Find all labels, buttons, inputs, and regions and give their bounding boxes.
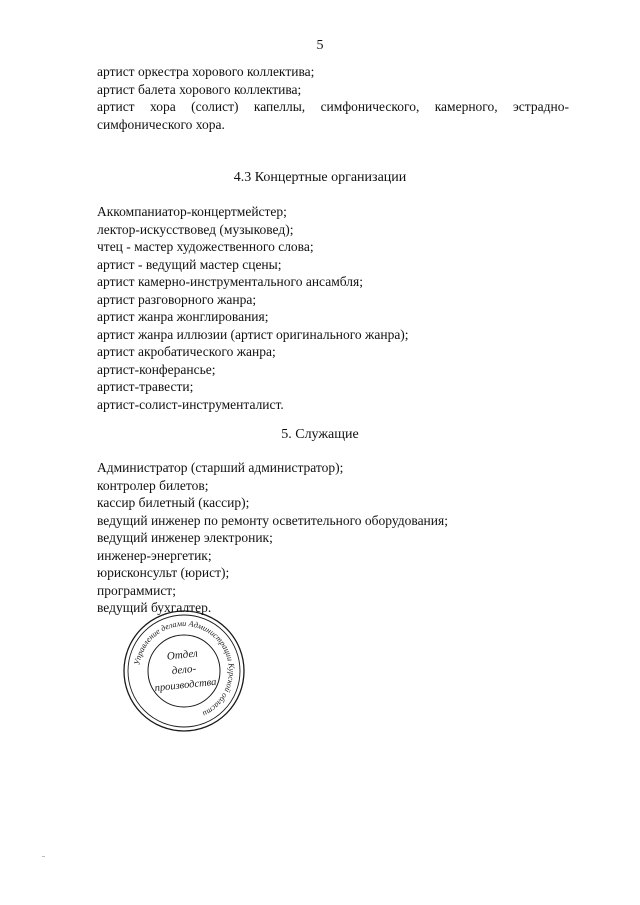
list-item: артист-конферансье; <box>97 361 216 377</box>
justified-intro-line <box>97 98 569 116</box>
section-heading-5: 5. Служащие <box>281 427 359 442</box>
word: артист <box>97 99 135 114</box>
intro-block <box>97 63 569 133</box>
stamp-ring-text: Управление делами Администрации Курской области <box>132 618 237 719</box>
list-item: ведущий инженер по ремонту осветительного оборудования; <box>97 512 448 528</box>
word: камерного, <box>434 99 498 114</box>
scan-speck <box>42 856 45 857</box>
list-item: программист; <box>97 582 176 598</box>
word: хора <box>149 99 176 114</box>
list-item: артист-солист-инструменталист. <box>97 396 284 412</box>
word: симфонического, <box>320 99 420 114</box>
list-item: юрисконсульт (юрист); <box>97 565 230 580</box>
section-5-list <box>97 459 569 617</box>
stamp-center-line: Отдел <box>166 647 199 663</box>
department-stamp <box>120 607 248 735</box>
stamp-seal-icon <box>120 607 248 735</box>
list-item: Аккомпаниатор-концертмейстер; <box>97 204 287 219</box>
list-item: лектор-искусствовед (музыковед); <box>97 221 294 237</box>
word: эстрадно- <box>513 99 569 114</box>
stamp-center-line: дело- <box>171 662 197 678</box>
list-item: Администратор (старший администратор); <box>97 460 344 475</box>
list-item: ведущий инженер электроник; <box>97 530 273 545</box>
list-item: контролер билетов; <box>97 477 209 493</box>
list-item: ведущий бухгалтер. <box>97 600 212 615</box>
section-heading-4-3: 4.3 Концертные организации <box>233 170 407 185</box>
section-4-3-list <box>97 203 569 413</box>
list-item: чтец - мастер художественного слова; <box>97 239 314 254</box>
list-item: артист жанра жонглирования; <box>97 309 269 324</box>
intro-line: симфонического хора. <box>97 116 225 132</box>
list-item: артист жанра иллюзии (артист оригинального жанра); <box>97 326 409 342</box>
list-item: кассир билетный (кассир); <box>97 495 250 510</box>
list-item: артист-травести; <box>97 379 194 394</box>
list-item: артист камерно-инструментального ансамбля; <box>97 274 363 289</box>
stamp-center-line: производства <box>154 676 217 695</box>
list-item: инженер-энергетик; <box>97 547 212 563</box>
list-item: артист - ведущий мастер сцены; <box>97 256 282 272</box>
page-number: 5 <box>316 38 324 53</box>
list-item: артист разговорного жанра; <box>97 291 257 307</box>
list-item: артист акробатического жанра; <box>97 344 276 359</box>
word: (солист) <box>191 99 239 114</box>
word: капеллы, <box>253 99 306 114</box>
intro-line: артист оркестра хорового коллектива; <box>97 64 315 79</box>
intro-line: артист балета хорового коллектива; <box>97 81 302 97</box>
